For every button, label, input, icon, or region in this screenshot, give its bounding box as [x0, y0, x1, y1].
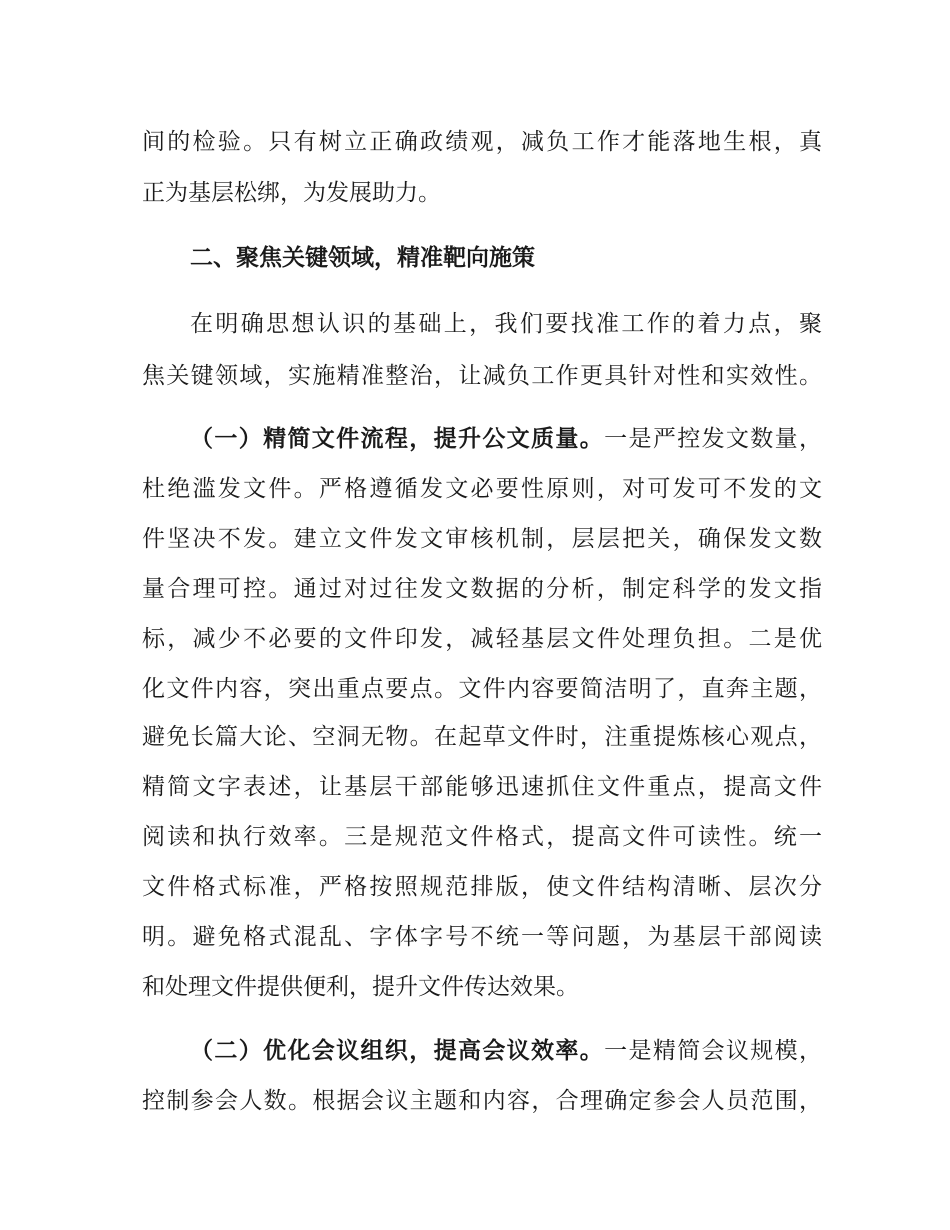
section-heading: 二、聚焦关键领域，精准靶向施策: [190, 245, 535, 271]
item-one-line: 件坚决不发。建立文件发文审核机制，层层把关，确保发文数: [142, 526, 822, 552]
item-two-first-line-rest: 一是精简会议规模，: [604, 1038, 823, 1064]
item-one-line: 避免长篇大论、空洞无物。在起草文件时，注重提炼核心观点，: [142, 724, 822, 750]
item-one-title: （一）精简文件流程，提升公文质量。: [190, 426, 605, 452]
item-one-line: 量合理可控。通过对过往发文数据的分析，制定科学的发文指: [142, 576, 822, 602]
item-two-title: （二）优化会议组织，提高会议效率。: [190, 1038, 605, 1064]
intro-line-1: 间的检验。只有树立正确政绩观，减负工作才能落地生根，真: [142, 129, 822, 155]
item-one-line: 杜绝滥发文件。严格遵循发文必要性原则，对可发可不发的文: [142, 476, 822, 502]
intro-line-2: 正为基层松绑，为发展助力。: [142, 180, 441, 206]
item-two-first-line: [190, 1036, 822, 1066]
item-one-first-line-rest: 一是严控发文数量，: [604, 426, 823, 452]
item-one-line: 阅读和执行效率。三是规范文件格式，提高文件可读性。统一: [142, 824, 822, 850]
focus-line-2: 焦关键领域，实施精准整治，让减负工作更具针对性和实效性。: [142, 363, 822, 389]
item-one-line: 和处理文件提供便利，提升文件传达效果。: [142, 974, 579, 1000]
item-one-line: 精简文字表述，让基层干部能够迅速抓住文件重点，提高文件: [142, 774, 822, 800]
focus-line-1: 在明确思想认识的基础上，我们要找准工作的着力点，聚: [190, 311, 822, 337]
item-one-line: 化文件内容，突出重点要点。文件内容要简洁明了，直奔主题，: [142, 676, 822, 702]
item-one-line: 明。避免格式混乱、字体字号不统一等问题，为基层干部阅读: [142, 924, 822, 950]
item-two-line: 控制参会人数。根据会议主题和内容，合理确定参会人员范围，: [142, 1088, 822, 1114]
item-one-first-line: [190, 424, 822, 454]
item-one-line: 标，减少不必要的文件印发，减轻基层文件处理负担。二是优: [142, 626, 822, 652]
item-one-line: 文件格式标准，严格按照规范排版，使文件结构清晰、层次分: [142, 874, 822, 900]
